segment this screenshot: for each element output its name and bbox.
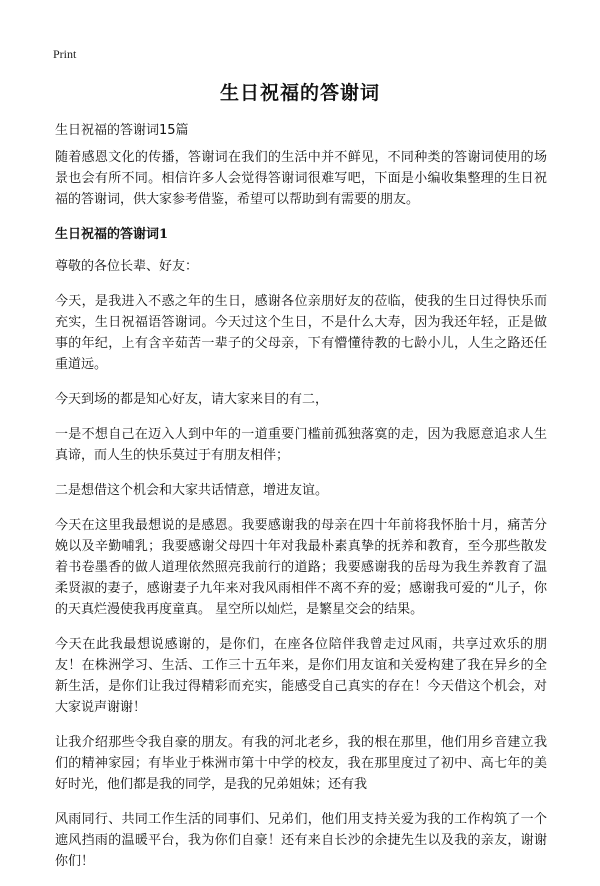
paragraph: 今天在这里我最想说的是感恩。我要感谢我的母亲在四十年前将我怀胎十月，痛苦分娩以及辛勤哺乳；我要感谢父母四十年对我最朴素真挚的抚养和教育，至今那些散发着书卷墨香的做人道理依然照亮我前行的道路；我要感谢我的岳母为我生养教育了温柔贤淑的妻子，感谢妻子九年来对我风雨相伴不离不弃的爱；感谢我可爱的“儿子，你的天真烂漫使我再度童真。 星空所以灿烂，是繁星交会的结果。: [55, 518, 547, 617]
paragraph: 今天到场的都是知心好友，请大家来目的有二，: [55, 392, 329, 407]
document-body: [55, 120, 547, 886]
paragraph: 让我介绍那些令我自豪的朋友。有我的河北老乡，我的根在那里，他们用乡音建立我们的精神家园；有毕业于株洲市第十中学的校友，我在那里度过了初中、高七年的美好时光，他们都是我的同学，是我的兄弟姐妹；还有我: [55, 735, 547, 792]
page-title: 生日祝福的答谢词: [219, 82, 380, 104]
intro-paragraph: 随着感恩文化的传播，答谢词在我们的生活中并不鲜见，不同种类的答谢词使用的场景也会有所不同。相信许多人会觉得答谢词很难写吧，下面是小编收集整理的生日祝福的答谢词，供大家参考借鉴，希望可以帮助到有需要的朋友。: [55, 150, 547, 207]
paragraph: 一是不想自己在迈入人到中年的一道重要门槛前孤独落寞的走，因为我愿意追求人生真谛，而人生的快乐莫过于有朋友相伴；: [55, 427, 547, 463]
paragraph: 二是想借这个机会和大家共话情意，增进友谊。: [55, 483, 329, 498]
print-link[interactable]: Print: [53, 47, 77, 61]
paragraph: 今天在此我最想说感谢的，是你们，在座各位陪伴我曾走过风雨，共享过欢乐的朋友！在株洲学习、生活、工作三十五年来，是你们用友谊和关爱构建了我在异乡的全新生活，是你们让我过得精彩而充实，能感受自己真实的存在！今天借这个机会，对大家说声谢谢！: [55, 637, 547, 715]
paragraph-salutation: 尊敬的各位长辈、好友：: [55, 259, 199, 274]
section-heading: 生日祝福的答谢词1: [55, 227, 169, 242]
paragraph: 今天，是我进入不惑之年的生日，感谢各位亲朋好友的莅临，使我的生日过得快乐而充实，生日祝福语答谢词。今天过这个生日，不是什么大寿，因为我还年轻，正是做事的年纪，上有含辛茹苦一辈子的父母亲，下有懵懂待教的七龄小儿，人生之路还任重道远。: [55, 294, 547, 372]
paragraph: 风雨同行、共同工作生活的同事们、兄弟们，他们用支持关爱为我的工作构筑了一个遮风挡雨的温暖平台，我为你们自豪！还有来自长沙的余捷先生以及我的亲友，谢谢你们！: [55, 812, 547, 869]
document-subtitle: 生日祝福的答谢词15篇: [55, 123, 189, 138]
